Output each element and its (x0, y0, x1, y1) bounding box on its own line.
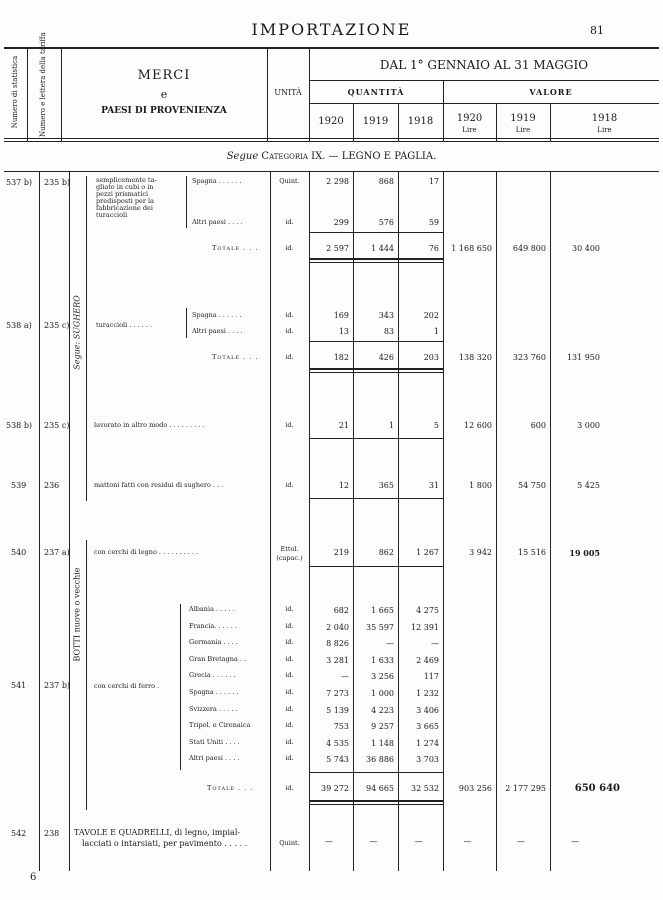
q1919: 35 597 (366, 623, 394, 632)
body-col-sep (69, 171, 70, 871)
country-name: Stati Uniti . . . . (189, 738, 240, 746)
q1919: 365 (378, 481, 394, 490)
header-bottom-rule (4, 138, 659, 139)
v1920: — (463, 837, 472, 846)
subtotal-rule (309, 772, 443, 773)
unit: id. (285, 244, 294, 252)
q1918: 3 665 (416, 722, 439, 731)
header-year-v-1918: 1918 (591, 113, 618, 124)
q1920: 299 (333, 218, 349, 227)
total-v1918: 650 640 (574, 783, 620, 794)
row-rule (309, 498, 443, 499)
country-name: Gran Bretagna . . (189, 655, 247, 663)
unit: id. (285, 754, 294, 762)
country-spagna: Spagna . . . . . . (192, 177, 242, 185)
q1920: — (341, 672, 349, 681)
country-name: Tripol. e Cirenaica (189, 721, 251, 729)
total-double-rule (309, 262, 443, 263)
body-col-sep (270, 171, 271, 871)
tariff-number: 237 a) (44, 548, 70, 557)
v1920: 12 600 (464, 421, 492, 430)
header-year-q-1918: 1918 (407, 116, 434, 127)
country-name: Francia. . . . . . (189, 622, 238, 630)
stat-number: 538 a) (6, 321, 32, 330)
q1920: 4 535 (326, 739, 349, 748)
country-name: Germania . . . . (189, 638, 238, 646)
body-col-sep (443, 171, 444, 871)
country-name: Altri paesi . . . . (189, 754, 240, 762)
tariff-number: 237 b) (44, 681, 71, 690)
q1919: 1 148 (371, 739, 394, 748)
unit: id. (285, 421, 294, 429)
v1920: 3 942 (469, 548, 492, 557)
total-v1919: 2 177 295 (505, 784, 546, 793)
item-description: semplicemente ta- gliato in cubi o in pezzi prismatici predisposti per la fabbricazione dei turaccioli (96, 176, 157, 219)
q1918: 31 (428, 481, 439, 490)
unit-note: (capac.) (276, 554, 303, 562)
total-v1919: 649 800 (512, 244, 546, 253)
q1918: 202 (423, 311, 439, 320)
v1919: — (517, 837, 525, 846)
q1919: 1 633 (371, 656, 394, 665)
unit: id. (285, 481, 294, 489)
botti-group-rule (86, 540, 87, 810)
q1918: 1 267 (416, 548, 439, 557)
item-description: con cerchi di ferro . (94, 682, 160, 690)
item-description: turaccioli . . . . . . (96, 321, 153, 329)
unit: id. (285, 311, 294, 319)
v1918: 5 425 (577, 481, 600, 490)
q1918: 1 232 (416, 689, 439, 698)
body-col-sep (496, 171, 497, 871)
q1919: 1 000 (371, 689, 394, 698)
unit: id. (285, 655, 294, 663)
unit: id. (285, 638, 294, 646)
header-col-statistica: Numero di statistica (11, 55, 19, 129)
q1920: 3 281 (326, 656, 349, 665)
total-v1920: 903 256 (458, 784, 492, 793)
q1919: 1 (388, 421, 394, 430)
q1918: 3 406 (416, 706, 439, 715)
label-segue-sughero: Segue: SUGHERO (72, 295, 82, 370)
header-col-sep (27, 47, 28, 141)
total-q1920: 39 272 (321, 784, 349, 793)
totale-label: Totale . . . (212, 244, 259, 252)
total-q1918: 76 (428, 244, 439, 253)
total-q1920: 182 (333, 353, 349, 362)
header-bottom-rule-2 (4, 141, 659, 142)
v1919: 15 516 (518, 548, 546, 557)
total-double-rule (309, 372, 443, 373)
q1918: 1 274 (416, 739, 439, 748)
total-double-rule (309, 800, 443, 802)
header-col-tariffa: Numero e lettera della tariffa (39, 32, 47, 137)
q1918: 2 469 (416, 656, 439, 665)
q1920: 5 743 (326, 755, 349, 764)
total-q1918: 32 532 (411, 784, 439, 793)
header-year-q-1919: 1919 (362, 116, 389, 127)
country-name: Svizzera . . . . . (189, 705, 238, 713)
unit: id. (285, 738, 294, 746)
q1920: 12 (338, 481, 349, 490)
q1920: 169 (333, 311, 349, 320)
header-merci: MERCI (137, 68, 191, 83)
header-year-q-1920: 1920 (318, 116, 344, 127)
header-top-rule (4, 47, 659, 49)
q1918: 117 (423, 672, 439, 681)
q1919: 83 (383, 327, 394, 336)
label-botti: BOTTI nuove o vecchie (72, 567, 82, 662)
total-v1919: 323 760 (512, 353, 546, 362)
q1919: 3 256 (371, 672, 394, 681)
unit: id. (285, 784, 294, 792)
v1918: 19 005 (569, 548, 600, 558)
tariff-number: 238 (44, 829, 60, 838)
tariff-number: 235 b) (44, 178, 71, 187)
unit: Quint. (279, 177, 300, 185)
total-double-rule (309, 258, 443, 260)
total-q1919: 426 (378, 353, 394, 362)
tariff-number: 235 c) (44, 321, 70, 330)
q1918: 12 391 (411, 623, 439, 632)
header-unita: UNITÀ (274, 88, 302, 97)
q1919: 868 (378, 177, 394, 186)
q1920: 2 298 (326, 177, 349, 186)
brace (186, 308, 187, 338)
brace (186, 176, 187, 228)
q1919: 1 665 (371, 606, 394, 615)
stat-number: 540 (11, 548, 27, 557)
row-rule (309, 566, 443, 567)
header-lire: Lire (515, 126, 531, 134)
q1918: 5 (433, 421, 439, 430)
q1918: 17 (428, 177, 439, 186)
header-quantita: QUANTITÀ (347, 87, 405, 97)
stat-number: 539 (11, 481, 27, 490)
v1918: — (571, 837, 579, 846)
header-valore: VALORE (529, 87, 573, 97)
unit: id. (285, 605, 294, 613)
q1920: — (325, 837, 333, 846)
unit: Quint. (279, 839, 300, 847)
body-col-sep (550, 171, 551, 871)
page-number: 81 (590, 24, 604, 37)
q1919: 9 257 (371, 722, 394, 731)
subtotal-rule (309, 341, 443, 342)
unit: id. (285, 721, 294, 729)
stat-number: 537 b) (6, 178, 33, 187)
q1919: — (386, 639, 394, 648)
q1919: — (369, 837, 378, 846)
stat-number: 538 b) (6, 421, 33, 430)
unit: Ettol. (280, 545, 299, 553)
header-period: DAL 1° GENNAIO AL 31 MAGGIO (379, 58, 589, 72)
q1919: 576 (378, 218, 394, 227)
item-description: lavorato in altro modo . . . . . . . . . (94, 421, 205, 429)
category-text: Categoria IX. — LEGNO E PAGLIA. (261, 151, 437, 162)
body-top-rule (4, 171, 659, 172)
q1918: 4 275 (416, 606, 439, 615)
q1919: 343 (378, 311, 394, 320)
unit: id. (285, 353, 294, 361)
q1920: 753 (333, 722, 349, 731)
q1920: 5 139 (326, 706, 349, 715)
q1920: 21 (338, 421, 349, 430)
sughero-group-rule (86, 176, 87, 501)
header-year-v-1920: 1920 (456, 113, 483, 124)
q1920: 682 (333, 606, 349, 615)
item-description: con cerchi di legno . . . . . . . . . . (94, 548, 199, 556)
body-col-sep (39, 171, 40, 871)
tariff-number: 235 c) (44, 421, 70, 430)
stat-number: 542 (11, 829, 27, 838)
q1920: 219 (333, 548, 349, 557)
q1920: 13 (338, 327, 349, 336)
body-col-sep (398, 171, 399, 871)
unit: id. (285, 705, 294, 713)
country-name: Albania . . . . . (189, 605, 235, 613)
category-title (0, 151, 663, 162)
item-description: lacciati o intarsiati, per pavimento . . . . . (82, 839, 248, 848)
unit: id. (285, 327, 294, 335)
category-segue: Segue (226, 151, 259, 162)
v1919: 600 (530, 421, 546, 430)
country-spagna: Spagna . . . . . . (192, 311, 242, 319)
q1918: — (414, 837, 423, 846)
country-altri-paesi: Altri paesi . . . . (192, 327, 243, 335)
total-q1919: 1 444 (371, 244, 394, 253)
header-subhead-rule (309, 103, 659, 104)
header-paesi: PAESI DI PROVENIENZA (101, 106, 227, 116)
header-period-rule (309, 80, 659, 81)
q1919: 862 (378, 548, 394, 557)
country-altri-paesi: Altri paesi . . . . (192, 218, 243, 226)
total-double-rule (309, 368, 443, 370)
totale-label: Totale . . . (212, 353, 259, 361)
header-lire: Lire (597, 126, 612, 134)
total-v1918: 30 400 (572, 244, 600, 253)
total-v1918: 131 950 (566, 353, 600, 362)
v1920: 1 800 (469, 481, 492, 490)
unit: id. (285, 622, 294, 630)
total-q1918: 203 (423, 353, 439, 362)
q1918: — (431, 639, 439, 648)
total-q1920: 2 597 (326, 244, 349, 253)
footer-page-number: 6 (30, 872, 37, 883)
subtotal-rule (309, 232, 443, 233)
q1919: 4 223 (371, 706, 394, 715)
body-col-sep (353, 171, 354, 871)
total-q1919: 94 665 (366, 784, 394, 793)
tariff-number: 236 (44, 481, 60, 490)
v1919: 54 750 (518, 481, 546, 490)
v1918: 3 000 (577, 421, 600, 430)
q1918: 3 703 (416, 755, 439, 764)
stat-number: 541 (11, 681, 27, 690)
header-e: e (160, 88, 168, 101)
q1918: 59 (428, 218, 439, 227)
q1918: 1 (433, 327, 439, 336)
q1920: 8 826 (326, 639, 349, 648)
brace (180, 604, 181, 770)
totale-label: Totale . . . (207, 784, 254, 792)
unit: id. (285, 688, 294, 696)
total-double-rule (309, 804, 443, 805)
unit: id. (285, 671, 294, 679)
country-name: Spagna . . . . . . (189, 688, 239, 696)
item-description: mattoni fatti con residui di sughero . . . (94, 481, 224, 489)
item-description: TAVOLE E QUADRELLI, di legno, impial- (74, 828, 241, 837)
total-v1920: 1 168 650 (451, 244, 492, 253)
q1920: 2 040 (326, 623, 349, 632)
body-col-sep (309, 171, 310, 871)
row-rule (309, 438, 443, 439)
total-v1920: 138 320 (458, 353, 492, 362)
unit: id. (285, 218, 294, 226)
country-name: Grecia . . . . . . (189, 671, 236, 679)
q1920: 7 273 (326, 689, 349, 698)
header-year-v-1919: 1919 (510, 113, 536, 124)
q1919: 36 886 (366, 755, 394, 764)
page-title: IMPORTAZIONE (251, 20, 412, 39)
header-lire: Lire (462, 126, 477, 134)
